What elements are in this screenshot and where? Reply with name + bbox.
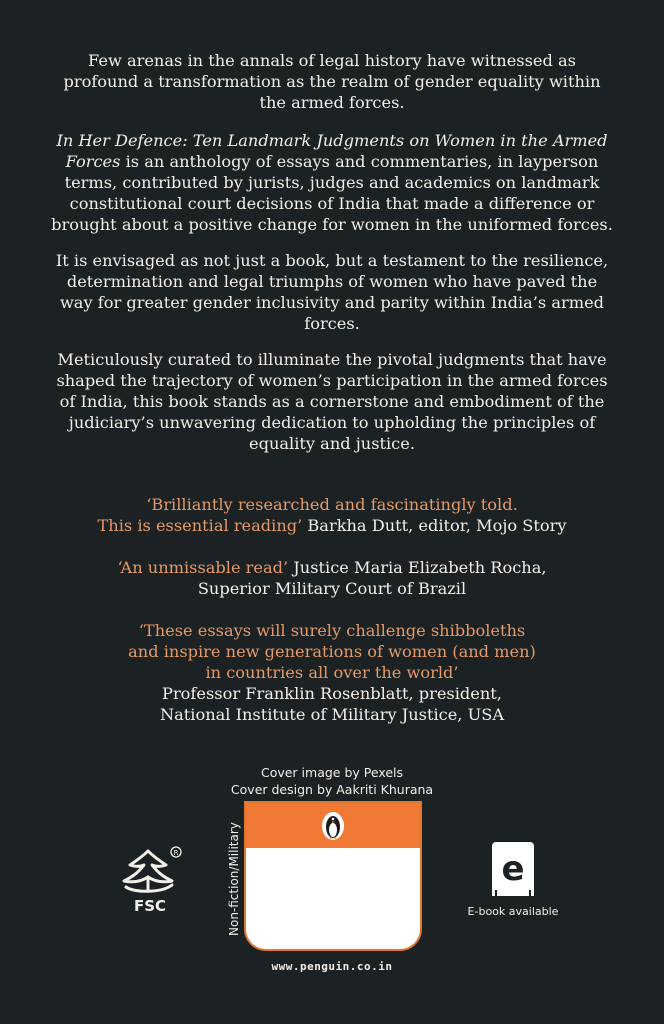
- quote-2: [50, 557, 614, 599]
- quote-2-attribution-line-2: Superior Military Court of Brazil: [197, 579, 467, 598]
- svg-text:R: R: [173, 849, 179, 857]
- publisher-website[interactable]: www.penguin.co.in: [271, 960, 393, 973]
- ebook-icon: [490, 840, 536, 900]
- quote-3-line-1: ‘These essays will surely challenge shibboleths: [138, 621, 526, 640]
- blurb-paragraph-2-text: is an anthology of essays and commentaries, in layperson terms, contributed by jurists, judges and academics on landmark constitutional court decisions of India that made a difference or brought about a positive change for women in the uniformed forces.: [51, 152, 613, 234]
- barcode-box: [244, 801, 422, 951]
- quote-3-line-2: and inspire new generations of women (and men): [128, 642, 536, 661]
- quote-1-attribution: Barkha Dutt, editor, Mojo Story: [302, 516, 567, 535]
- penguin-logo-icon: [320, 811, 346, 841]
- quote-2-text: ‘An unmissable read’: [117, 558, 289, 577]
- blurb-paragraph-4: Meticulously curated to illuminate the pivotal judgments that have shaped the trajectory of women’s participation in the armed forces of India, this book stands as a cornerstone and embodiment of the judiciary’s unwavering dedication to upholding the principles of equality and justice.: [56, 350, 608, 453]
- blurb-paragraph-1: Few arenas in the annals of legal history have witnessed as profound a transformation as the realm of gender equality within the armed forces.: [63, 51, 601, 112]
- quote-3-line-3: in countries all over the world’: [205, 663, 459, 682]
- book-title: In Her Defence: Ten Landmark Judgments on Women in the Armed Forces: [56, 131, 608, 171]
- quote-3-attribution-line-1: Professor Franklin Rosenblatt, president,: [162, 684, 502, 703]
- quote-1-line-1: ‘Brilliantly researched and fascinatingly told.: [146, 495, 518, 514]
- quote-3-attribution-line-2: National Institute of Military Justice, USA: [159, 705, 505, 724]
- blurb-paragraph-2: [50, 130, 614, 235]
- quote-1: [50, 494, 614, 536]
- svg-text:e: e: [501, 849, 525, 889]
- quote-2-attribution-line-1: Justice Maria Elizabeth Rocha,: [288, 558, 547, 577]
- ebook-available-label: E-book available: [467, 905, 559, 918]
- fsc-tree-icon: [118, 843, 184, 915]
- blurb-paragraph-3: It is envisaged as not just a book, but a testament to the resilience, determination and legal triumphs of women who have paved the way for greater gender inclusivity and parity within India’s armed forces.: [55, 251, 609, 333]
- cover-credits: [0, 764, 664, 798]
- cover-design-credit: Cover design by Aakriti Khurana: [230, 782, 434, 797]
- category-label: Non-fiction/Military: [227, 822, 241, 936]
- quote-1-line-2: This is essential reading’: [97, 516, 303, 535]
- cover-image-credit: Cover image by Pexels: [260, 765, 404, 780]
- fsc-label: FSC: [133, 897, 167, 915]
- quote-3: [50, 620, 614, 725]
